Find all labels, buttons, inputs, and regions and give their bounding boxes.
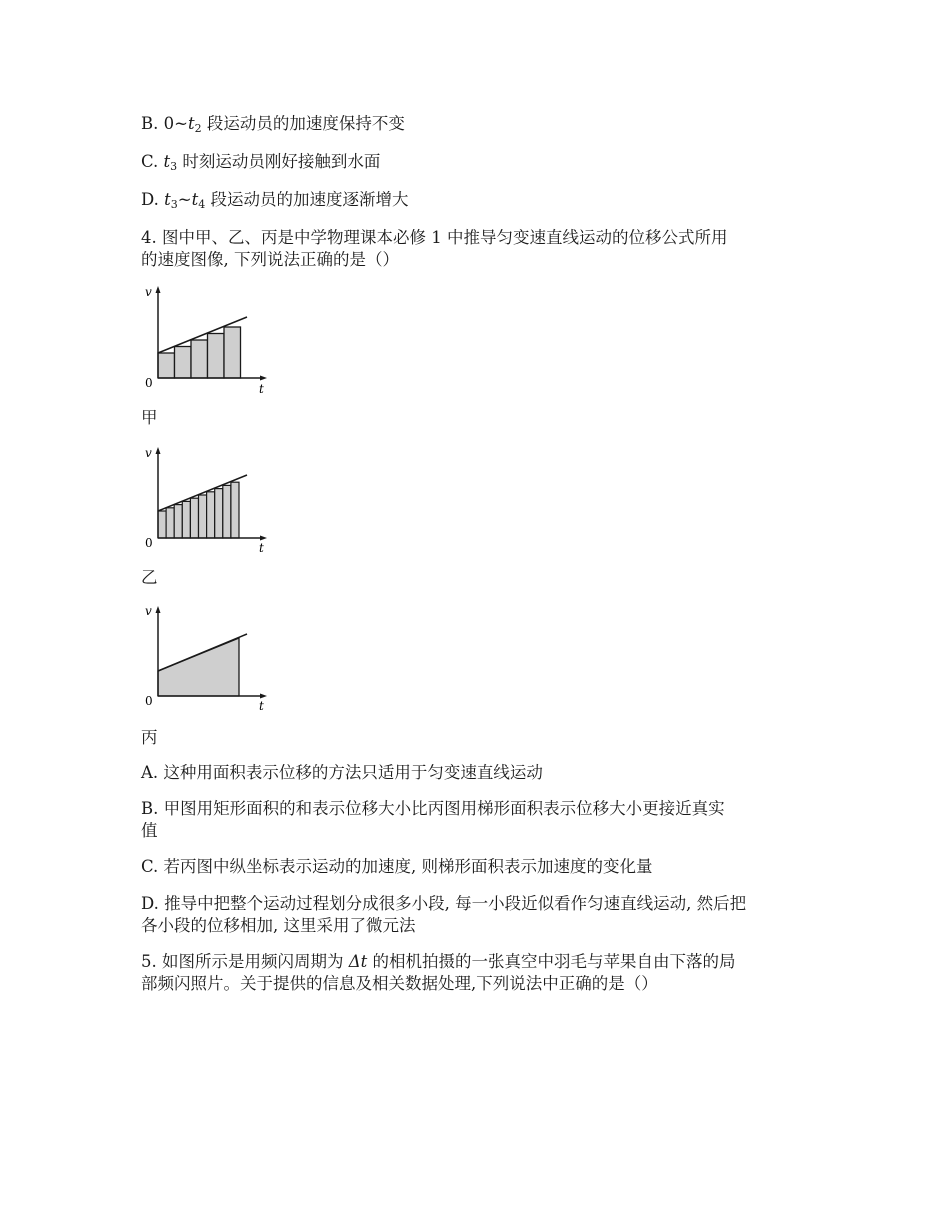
q3-option-c-prefix: C. [141,152,164,171]
yi-bar-9 [223,485,231,538]
q5-stem [141,951,821,995]
q4-option-b-line2: 值 [141,821,158,840]
figure-yi-caption: 乙 [141,568,158,587]
bing-v-arrow [156,606,161,613]
yi-bar-3 [174,505,182,538]
bing-trapezoid [158,638,239,696]
jia-bar-1 [158,353,175,378]
yi-v-arrow [156,447,161,454]
q4-stem [141,227,821,271]
q3-option-d-text: 段运动员的加速度逐渐增大 [210,190,409,209]
q3-option-d-tilde: ~ [177,190,192,209]
q3-option-b-tilde: ~ [174,114,188,133]
jia-bar-5 [224,327,241,378]
yi-bar-4 [182,501,190,538]
yi-bar-5 [190,498,198,538]
figure-bing-caption: 丙 [141,728,158,747]
jia-v-arrow [156,286,161,293]
figure-yi [141,444,281,559]
jia-bar-4 [208,334,225,379]
jia-origin-label: 0 [145,376,153,390]
q3-option-b-sub: 2 [194,122,202,135]
yi-t-label: t [259,541,264,555]
q3-option-d-var1: t [164,190,171,209]
q3-option-d [141,189,821,211]
q5-stem-line1 [141,951,821,973]
figure-bing [141,603,281,718]
q3-option-b-var: t [187,114,195,133]
q5-stem-var: Δt [348,952,368,971]
yi-bar-1 [158,511,166,538]
q5-stem-line2: 部频闪照片。关于提供的信息及相关数据处理,下列说法中正确的是（） [141,974,658,993]
q4-option-d-line1: D. 推导中把整个运动过程划分成很多小段, 每一小段近似看作匀速直线运动, 然后把 [141,894,747,913]
q3-option-b [141,113,821,135]
figure-jia [141,283,281,398]
q4-option-d [141,893,821,937]
bing-origin-label: 0 [145,694,153,708]
q4-option-b-line1: B. 甲图用矩形面积的和表示位移大小比丙图用梯形面积表示位移大小更接近真实 [141,799,725,818]
q3-option-c [141,151,821,173]
q3-option-c-var: t [163,152,171,171]
bing-t-label: t [259,699,264,713]
yi-bar-10 [231,482,239,538]
q4-stem-line2: 的速度图像, 下列说法正确的是（） [141,250,399,269]
figure-jia-caption: 甲 [141,408,158,427]
jia-bar-3 [191,340,208,378]
q4-option-c: C. 若丙图中纵坐标表示运动的加速度, 则梯形面积表示加速度的变化量 [141,857,653,876]
q3-option-d-var2: t [191,190,199,209]
jia-v-label: v [145,285,152,299]
q3-option-d-sub1: 3 [170,198,178,211]
q5-stem-line1-a: 5. 如图所示是用频闪周期为 [141,952,349,971]
q3-option-b-prefix: B. 0 [141,114,175,133]
yi-origin-label: 0 [145,536,153,550]
yi-bar-7 [207,492,215,538]
q4-stem-line1: 4. 图中甲、乙、丙是中学物理课本必修 1 中推导匀变速直线运动的位移公式所用 [141,228,728,247]
q3-option-d-prefix: D. [141,190,165,209]
bing-v-label: v [145,604,152,618]
yi-bar-8 [215,489,223,538]
q4-option-b [141,798,821,842]
bing-t-arrow [260,694,267,699]
q3-option-c-sub: 3 [170,160,178,173]
yi-bar-6 [199,495,207,538]
q3-option-c-text: 时刻运动员刚好接触到水面 [182,152,381,171]
q4-option-a: A. 这种用面积表示位移的方法只适用于匀变速直线运动 [141,763,543,782]
q3-option-d-sub2: 4 [198,198,206,211]
yi-bar-2 [166,508,174,538]
q4-option-d-line2: 各小段的位移相加, 这里采用了微元法 [141,916,416,935]
yi-v-label: v [145,446,152,460]
q5-stem-line1-b: 的相机拍摄的一张真空中羽毛与苹果自由下落的局 [367,952,736,971]
jia-t-arrow [260,376,267,381]
q3-option-b-text: 段运动员的加速度保持不变 [206,114,405,133]
yi-t-arrow [260,536,267,541]
jia-bar-2 [175,347,192,379]
jia-t-label: t [259,382,264,396]
